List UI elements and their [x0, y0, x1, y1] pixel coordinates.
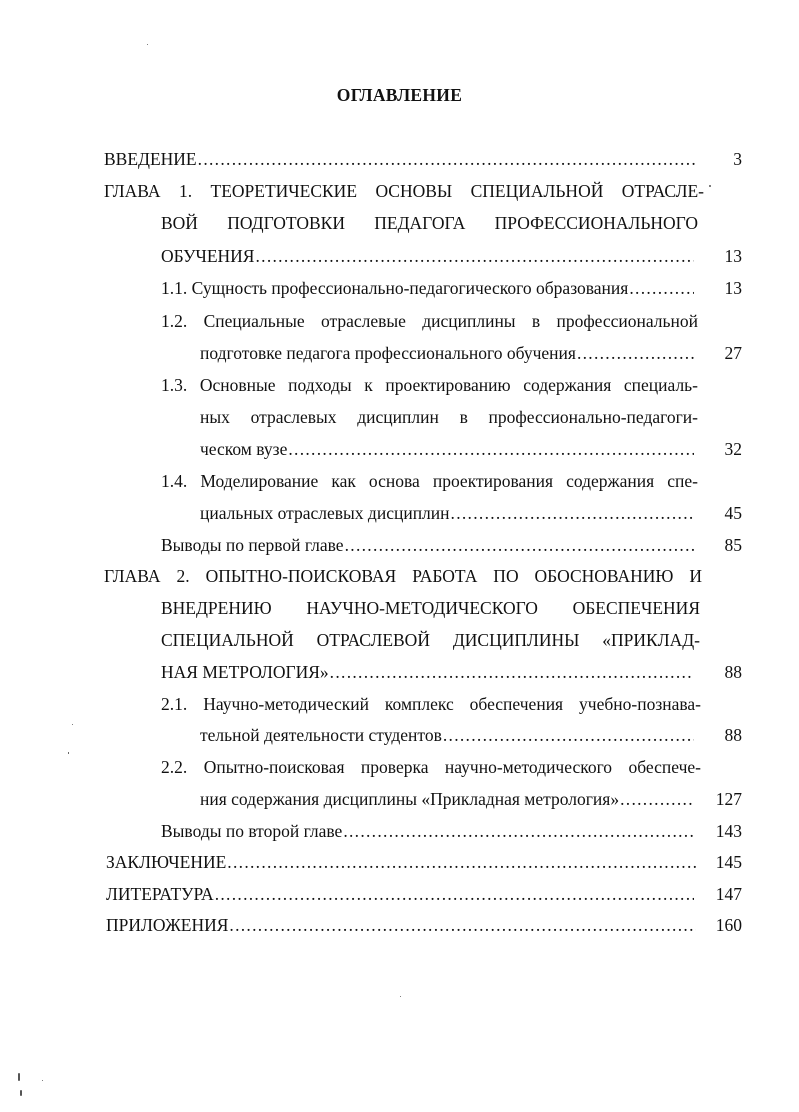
toc-entry-label: ЛИТЕРАТУРА: [106, 884, 214, 904]
toc-entry-appendices[interactable]: [106, 912, 700, 938]
scan-speck: [18, 1073, 20, 1081]
toc-entry-conclusion[interactable]: [106, 849, 700, 875]
scan-speck: [68, 752, 69, 754]
scan-speck: [147, 44, 148, 45]
page-title: ОГЛАВЛЕНИЕ: [336, 85, 463, 105]
scan-speck: [20, 1090, 22, 1096]
dot-leader: [288, 436, 694, 462]
dot-leader: [345, 532, 694, 558]
toc-page-number: 127: [715, 789, 742, 809]
toc-entry-label: 1.1. Сущность профессионально-педагогического образования: [161, 278, 629, 298]
toc-entry-intro[interactable]: [104, 146, 700, 172]
toc-entry-label: циальных отраслевых дисциплин: [200, 503, 450, 523]
toc-entry-label: НАЯ МЕТРОЛОГИЯ»: [161, 662, 329, 682]
dot-leader: [330, 659, 694, 685]
toc-section-1-2-line-2[interactable]: [200, 340, 698, 366]
dot-leader: [577, 340, 694, 366]
toc-entry-label: ОБУЧЕНИЯ: [161, 246, 255, 266]
toc-entry-label: ВВЕДЕНИЕ: [104, 149, 197, 169]
dot-leader: [620, 786, 694, 812]
toc-page-number: 143: [715, 821, 742, 841]
toc-page-number: 13: [724, 246, 742, 266]
dot-leader: [343, 818, 694, 844]
toc-chapter-1-line-3[interactable]: [161, 243, 698, 269]
toc-section-2-2-line-1[interactable]: 2.2. Опытно-поисковая проверка научно-методического обеспече-: [161, 757, 701, 777]
toc-conclusions-chapter-2[interactable]: [161, 818, 698, 844]
scan-speck: [72, 724, 73, 725]
scan-speck: [400, 996, 401, 997]
toc-page-number: 45: [724, 503, 742, 523]
dot-leader: [255, 243, 694, 269]
toc-entry-literature[interactable]: [106, 881, 698, 907]
toc-page-number: 3: [733, 149, 742, 169]
toc-conclusions-chapter-1[interactable]: [161, 532, 698, 558]
dot-leader: [227, 849, 696, 875]
toc-section-1-3-line-3[interactable]: [200, 436, 698, 462]
toc-entry-label: Выводы по второй главе: [161, 821, 343, 841]
toc-page-number: 88: [724, 662, 742, 682]
toc-page-number: 13: [724, 278, 742, 298]
dot-leader: [629, 275, 694, 301]
toc-section-1-4-line-2[interactable]: [200, 500, 698, 526]
toc-section-1-2-line-1[interactable]: 1.2. Специальные отраслевые дисциплины в профессиональной: [161, 311, 698, 331]
toc-entry-label: тельной деятельности студентов: [200, 725, 442, 745]
toc-chapter-2-line-4[interactable]: [161, 659, 698, 685]
toc-section-1-3-line-1[interactable]: 1.3. Основные подходы к проектированию содержания специаль-: [161, 375, 698, 395]
toc-section-1-4-line-1[interactable]: 1.4. Моделирование как основа проектирования содержания спе-: [161, 471, 698, 491]
toc-section-1-1[interactable]: [161, 275, 698, 301]
toc-page-number: 147: [715, 884, 742, 904]
toc-entry-label: ЗАКЛЮЧЕНИЕ: [106, 852, 227, 872]
toc-chapter-2-line-2[interactable]: ВНЕДРЕНИЮ НАУЧНО-МЕТОДИЧЕСКОГО ОБЕСПЕЧЕНИЯ: [161, 598, 700, 618]
toc-page-number: 88: [724, 725, 742, 745]
dot-leader: [215, 881, 694, 907]
toc-entry-label: ПРИЛОЖЕНИЯ: [106, 915, 229, 935]
toc-section-2-1-line-2[interactable]: [200, 722, 698, 748]
dot-leader: [451, 500, 694, 526]
toc-section-2-1-line-1[interactable]: 2.1. Научно-методический комплекс обеспечения учебно-познава-: [161, 694, 701, 714]
toc-section-2-2-line-2[interactable]: [200, 786, 698, 812]
dot-leader: [198, 146, 696, 172]
dot-leader: [229, 912, 696, 938]
toc-chapter-1-line-2[interactable]: ВОЙ ПОДГОТОВКИ ПЕДАГОГА ПРОФЕССИОНАЛЬНОГО: [161, 213, 698, 233]
toc-entry-label: ния содержания дисциплины «Прикладная метрология»: [200, 789, 620, 809]
dot-leader: [443, 722, 694, 748]
toc-entry-label: Выводы по первой главе: [161, 535, 344, 555]
toc-chapter-2-line-1[interactable]: ГЛАВА 2. ОПЫТНО-ПОИСКОВАЯ РАБОТА ПО ОБОСНОВАНИЮ И: [104, 566, 702, 586]
toc-page-number: 145: [715, 852, 742, 872]
scan-speck: [42, 1080, 43, 1081]
toc-section-1-3-line-2[interactable]: ных отраслевых дисциплин в профессионально-педагоги-: [200, 407, 698, 427]
toc-page-number: 85: [724, 535, 742, 555]
toc-entry-label: подготовке педагога профессионального обучения: [200, 343, 576, 363]
toc-page-number: 160: [715, 915, 742, 935]
toc-entry-label: ческом вузе: [200, 439, 288, 459]
toc-chapter-2-line-3[interactable]: СПЕЦИАЛЬНОЙ ОТРАСЛЕВОЙ ДИСЦИПЛИНЫ «ПРИКЛАД-: [161, 630, 700, 650]
toc-page-number: 32: [724, 439, 742, 459]
toc-page-number: 27: [724, 343, 742, 363]
scan-speck: [709, 185, 711, 187]
toc-chapter-1-line-1[interactable]: ГЛАВА 1. ТЕОРЕТИЧЕСКИЕ ОСНОВЫ СПЕЦИАЛЬНОЙ ОТРАСЛЕ-: [104, 181, 704, 201]
